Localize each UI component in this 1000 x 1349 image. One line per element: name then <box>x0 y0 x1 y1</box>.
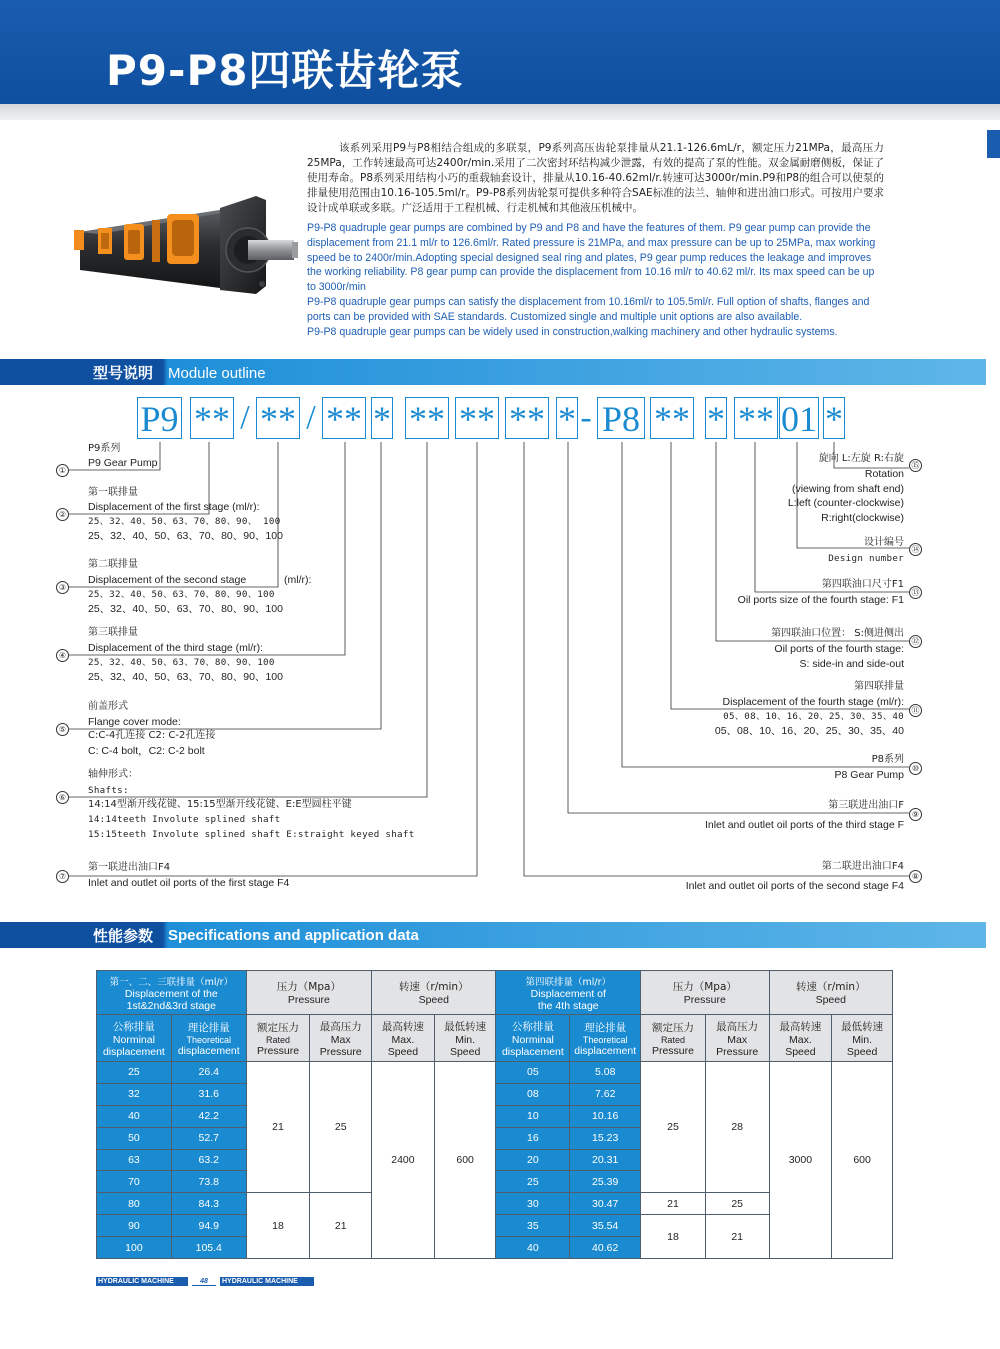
sub-mins-right-en2: Speed <box>846 1045 878 1058</box>
intro-chinese: 该系列采用P9与P8相结合组成的多联泵，P9系列高压齿轮泵排量从21.1-126.6mL/r，额定压力21MPa，最高压力25MPa，工作转速最高可达2400r/min.采用了二次密封环结构减少泄露，有效的提高了泵的性能。双金属耐磨侧板，保证了使用寿命。P8系列采用结构小巧的重载轴套设计，排量从10.16-40.62ml/r.转速可达3000r/min.P9和P8的组合可以使泵的排量使用范围由10.16-105.5ml/r。P9-P8系列齿轮泵可提供多种符合SAE标准的法兰、轴伸和进出油口形式。可按用户要求设计成单联或多联。广泛适用于工程机械、行走机械和其他液压机械中。 <box>307 142 884 214</box>
theoretical-right-cell: 7.62 <box>570 1083 641 1105</box>
rated-right-b: 21 <box>641 1193 706 1215</box>
label-5-values-a: C:C-4孔连接 C2: C-2孔连接 <box>88 730 216 741</box>
sub-mins-left-en2: Speed <box>449 1045 481 1058</box>
header-disp-123-cn: 第一、二、三联排量（ml/r） <box>109 976 234 988</box>
theoretical-right-cell: 40.62 <box>570 1237 641 1259</box>
page-title: P9-P8四联齿轮泵 <box>106 46 464 95</box>
code-stage4: ** <box>650 397 694 439</box>
sub-mins-right <box>832 1015 893 1062</box>
sub-theoretical-right-cn: 理论排量 <box>584 1021 627 1034</box>
page-edge-tab <box>987 130 1000 158</box>
specs-table <box>96 970 893 1259</box>
nominal-left-cell: 100 <box>97 1237 172 1259</box>
sub-theoretical-right-en1: Theoretical <box>582 1034 628 1045</box>
label-15-en-1: Rotation <box>864 468 904 480</box>
max-right-b: 25 <box>705 1193 769 1215</box>
sub-maxp-right <box>705 1015 769 1062</box>
nominal-right-cell: 10 <box>496 1105 570 1127</box>
intro-english-p2: P9-P8 quadruple gear pumps can satisfy the displacement from 10.16ml/r to 105.5ml/r. Full option of shafts, flanges and ports can be provided with SAE standards. Customized single and multiple unit options are also available. <box>307 295 870 323</box>
callout-5: ⑤ <box>56 723 69 736</box>
intro-english-p3: P9-P8 quadruple gear pumps can be widely used in construction,walking machinery and other hydraulic systems. <box>307 325 838 338</box>
code-port1: ** <box>455 397 499 439</box>
header-disp-4-cn: 第四联排量（ml/r） <box>525 976 612 988</box>
specs-title-en: Specifications and application data <box>168 927 419 944</box>
header-pressure-left-en: Pressure <box>287 994 330 1006</box>
rated-left-a: 21 <box>246 1062 310 1193</box>
theoretical-left-cell: 105.4 <box>171 1237 246 1259</box>
label-6-values-b: 14:14teeth Involute splined shaft <box>88 814 281 825</box>
sub-rated-left-en1: Rated <box>266 1034 291 1045</box>
theoretical-left-cell: 42.2 <box>171 1105 246 1127</box>
label-2-values-b: 25、32、40、50、63、70、80、90、100 <box>88 530 283 542</box>
max-left-b: 21 <box>310 1193 372 1259</box>
label-7-cn: 第一联进出油口F4 <box>88 862 171 873</box>
sub-rated-right-en1: Rated <box>660 1034 685 1045</box>
header-disp-4-en1: Displacement of <box>530 987 606 1000</box>
label-13-cn: 第四联油口尺寸F1 <box>821 579 904 590</box>
sub-theoretical-left <box>171 1015 246 1062</box>
maxspeed-left: 2400 <box>372 1062 435 1259</box>
callout-8: ⑧ <box>909 870 922 883</box>
theoretical-left-cell: 26.4 <box>171 1062 246 1084</box>
sub-rated-right-en2: Pressure <box>651 1044 694 1057</box>
rated-right-a: 25 <box>641 1062 706 1193</box>
label-14-cn: 设计编号 <box>864 537 904 548</box>
sub-mins-left-en1: Min. <box>455 1033 476 1046</box>
callout-3: ③ <box>56 581 69 594</box>
header-disp-4 <box>496 971 641 1015</box>
code-port4-size: ** <box>734 397 778 439</box>
nominal-left-cell: 90 <box>97 1215 172 1237</box>
header-disp-123-en1: Displacement of the <box>124 987 218 1000</box>
theoretical-right-cell: 20.31 <box>570 1149 641 1171</box>
footer-left-label: HYDRAULIC MACHINE <box>96 1277 188 1286</box>
sub-maxp-right-en1: Max <box>727 1033 748 1046</box>
code-stage1: ** <box>190 397 234 439</box>
label-3-values-a: 25、32、40、50、63、70、80、90、100 <box>88 589 275 600</box>
header-speed-left <box>372 971 496 1015</box>
theoretical-right-cell: 25.39 <box>570 1171 641 1193</box>
max-left-a: 25 <box>310 1062 372 1193</box>
label-11-cn: 第四联排量 <box>854 681 904 692</box>
theoretical-right-cell: 10.16 <box>570 1105 641 1127</box>
code-slash-1: / <box>240 399 250 436</box>
label-5-cn: 前盖形式 <box>88 701 128 712</box>
sub-maxs-left <box>372 1015 435 1062</box>
label-4-en: Displacement of the third stage (ml/r): <box>88 642 264 654</box>
sub-maxp-right-en2: Pressure <box>716 1045 759 1058</box>
label-3-en: Displacement of the second stage <box>88 574 247 586</box>
table-row <box>97 1062 893 1084</box>
theoretical-right-cell: 5.08 <box>570 1062 641 1084</box>
label-10-cn: P8系列 <box>871 754 904 765</box>
label-2-cn: 第一联排量 <box>88 487 138 498</box>
intro-english <box>307 221 884 339</box>
sub-maxs-right-en2: Speed <box>785 1045 816 1058</box>
code-flange: * <box>373 399 391 439</box>
label-14-en: Design number <box>828 553 904 564</box>
module-outline-title-cn: 型号说明 <box>93 364 154 382</box>
sub-theoretical-right <box>570 1015 641 1062</box>
label-7-en: Inlet and outlet oil ports of the first stage F4 <box>88 877 290 889</box>
sub-rated-right-cn: 额定压力 <box>651 1021 694 1034</box>
label-3-en-unit: (ml/r): <box>284 574 312 586</box>
gear-pump-image <box>70 190 300 300</box>
sub-nominal-right <box>496 1015 570 1062</box>
label-15-en-2: (viewing from shaft end) <box>791 483 904 495</box>
sub-theoretical-left-en1: Theoretical <box>186 1034 232 1045</box>
theoretical-right-cell: 30.47 <box>570 1193 641 1215</box>
sub-nominal-left <box>97 1015 172 1062</box>
code-p8: P8 <box>597 397 645 439</box>
callout-6: ⑥ <box>56 791 69 804</box>
code-p9: P9 <box>137 397 182 439</box>
nominal-right-cell: 08 <box>496 1083 570 1105</box>
nominal-left-cell: 40 <box>97 1105 172 1127</box>
code-stage2: ** <box>256 397 300 439</box>
code-port2: ** <box>505 397 549 439</box>
header-disp-123-en2: 1st&2nd&3rd stage <box>126 999 216 1012</box>
label-4-values-a: 25、32、40、50、63、70、80、90、100 <box>88 657 275 668</box>
label-8-cn: 第二联进出油口F4 <box>821 861 904 872</box>
sub-mins-right-en1: Min. <box>852 1033 873 1046</box>
sub-maxs-left-cn: 最高转速 <box>381 1020 424 1033</box>
nominal-right-cell: 20 <box>496 1149 570 1171</box>
sub-nominal-right-cn: 公称排量 <box>511 1020 554 1033</box>
nominal-left-cell: 50 <box>97 1127 172 1149</box>
label-11-values-b: 05、08、10、16、20、25、30、35、40 <box>714 725 904 737</box>
label-15-en-4: R:right(clockwise) <box>821 512 904 524</box>
label-2-values-a: 25、32、40、50、63、70、80、90、 100 <box>88 516 281 527</box>
theoretical-left-cell: 63.2 <box>171 1149 246 1171</box>
header-pressure-right <box>641 971 769 1015</box>
theoretical-left-cell: 84.3 <box>171 1193 246 1215</box>
maxspeed-right: 3000 <box>769 1062 832 1259</box>
sub-maxs-left-en2: Speed <box>387 1045 419 1058</box>
callout-15: ⑮ <box>909 459 922 472</box>
nominal-left-cell: 80 <box>97 1193 172 1215</box>
minspeed-left: 600 <box>434 1062 496 1259</box>
sub-theoretical-left-en2: displacement <box>177 1044 240 1057</box>
theoretical-right-cell: 35.54 <box>570 1215 641 1237</box>
sub-maxs-right <box>769 1015 832 1062</box>
sub-rated-left-cn: 额定压力 <box>257 1021 300 1034</box>
label-12-cn: 第四联油口位置： S:侧进侧出 <box>771 628 904 639</box>
label-12-en-2: S: side-in and side-out <box>799 658 904 670</box>
header-speed-left-cn: 转速（r/min） <box>398 981 469 993</box>
header-speed-left-en: Speed <box>418 994 449 1006</box>
callout-10: ⑩ <box>909 762 922 775</box>
sub-mins-left <box>434 1015 496 1062</box>
sub-nominal-right-en1: Norminal <box>511 1033 554 1046</box>
header-speed-right <box>769 971 892 1015</box>
label-11-en: Displacement of the fourth stage (ml/r): <box>722 696 904 708</box>
code-port4-position: * <box>707 399 725 439</box>
label-3-cn: 第二联排量 <box>88 559 138 570</box>
callout-14: ⑭ <box>909 543 922 556</box>
sub-maxs-right-cn: 最高转速 <box>779 1020 822 1033</box>
callout-1: ① <box>56 464 69 477</box>
callout-2: ② <box>56 508 69 521</box>
callout-4: ④ <box>56 649 69 662</box>
header-speed-right-en: Speed <box>815 994 846 1006</box>
label-12-en-1: Oil ports of the fourth stage: <box>774 643 904 655</box>
label-1-en: P9 Gear Pump <box>88 457 158 469</box>
label-6-en: Shafts: <box>88 785 129 796</box>
rated-right-c: 18 <box>641 1215 706 1259</box>
theoretical-left-cell: 52.7 <box>171 1127 246 1149</box>
header-disp-4-en2: the 4th stage <box>537 999 599 1012</box>
header-divider <box>0 104 1000 120</box>
header-pressure-left-cn: 压力（Mpa） <box>276 981 341 993</box>
header-pressure-right-en: Pressure <box>683 994 726 1006</box>
theoretical-left-cell: 94.9 <box>171 1215 246 1237</box>
code-design-number: 01 <box>781 399 817 439</box>
sub-nominal-left-cn: 公称排量 <box>112 1020 155 1033</box>
label-6-cn: 轴伸形式： <box>88 769 138 780</box>
nominal-left-cell: 32 <box>97 1083 172 1105</box>
nominal-right-cell: 25 <box>496 1171 570 1193</box>
nominal-right-cell: 40 <box>496 1237 570 1259</box>
header-pressure-right-cn: 压力（Mpa） <box>672 981 737 993</box>
label-3-values-b: 25、32、40、50、63、70、80、90、100 <box>88 603 283 615</box>
sub-nominal-left-en2: displacement <box>102 1045 165 1058</box>
code-slash-2: / <box>306 399 316 436</box>
nominal-right-cell: 30 <box>496 1193 570 1215</box>
header-speed-right-cn: 转速（r/min） <box>795 981 866 993</box>
minspeed-right: 600 <box>832 1062 893 1259</box>
subheader-row <box>97 1015 893 1062</box>
label-4-cn: 第三联排量 <box>88 627 138 638</box>
sub-theoretical-left-cn: 理论排量 <box>187 1021 230 1034</box>
sub-rated-left-en2: Pressure <box>257 1044 300 1057</box>
sub-maxp-left-cn: 最高压力 <box>319 1020 362 1033</box>
label-2-en: Displacement of the first stage (ml/r): <box>88 501 260 513</box>
header-pressure-left <box>246 971 371 1015</box>
sub-mins-left-cn: 最低转速 <box>444 1020 487 1033</box>
label-9-en: Inlet and outlet oil ports of the third stage F <box>704 819 904 831</box>
nominal-left-cell: 63 <box>97 1149 172 1171</box>
theoretical-right-cell: 15.23 <box>570 1127 641 1149</box>
module-outline-title-en: Module outline <box>168 365 266 382</box>
label-13-en: Oil ports size of the fourth stage: F1 <box>737 594 904 606</box>
label-9-cn: 第三联进出油口F <box>828 800 904 811</box>
sub-nominal-right-en2: displacement <box>501 1045 564 1058</box>
sub-maxp-left <box>310 1015 372 1062</box>
theoretical-left-cell: 73.8 <box>171 1171 246 1193</box>
label-5-values-b: C: C-4 bolt，C2: C-2 bolt <box>88 745 205 757</box>
label-15-en-3: L:left (counter-clockwise) <box>787 497 904 509</box>
code-stage3: ** <box>322 397 366 439</box>
label-1-cn: P9系列 <box>88 443 121 454</box>
theoretical-left-cell: 31.6 <box>171 1083 246 1105</box>
label-8-en: Inlet and outlet oil ports of the second stage F4 <box>685 880 904 892</box>
intro-english-p1: P9-P8 quadruple gear pumps are combined by P9 and P8 and have the features of them. P9 gear pump can provide the displacement from 21.1 ml/r to 126.6ml/r. Rated pressure is 21MPa, and max pressure can be up to 25MPa, max working speed be to 2400r/min.Adopting special designed seal ring and plates, P9 gear pump reduces the leakage and improves the working reliability. P8 gear pump can provide the displacement from 10.16 ml/r to 40.62 ml/r. Its max speed can be up to 3000r/min <box>307 222 876 294</box>
nominal-right-cell: 35 <box>496 1215 570 1237</box>
nominal-right-cell: 16 <box>496 1127 570 1149</box>
sub-maxs-left-en1: Max. <box>391 1033 415 1046</box>
sub-maxp-left-en1: Max <box>330 1033 351 1046</box>
max-right-c: 21 <box>705 1215 769 1259</box>
nominal-left-cell: 25 <box>97 1062 172 1084</box>
sub-theoretical-right-en2: displacement <box>574 1044 637 1057</box>
header-disp-123 <box>97 971 247 1015</box>
sub-maxp-left-en2: Pressure <box>319 1045 362 1058</box>
label-10-en: P8 Gear Pump <box>834 769 904 781</box>
model-code <box>0 397 1000 441</box>
max-right-a: 28 <box>705 1062 769 1193</box>
rated-left-b: 18 <box>246 1193 310 1259</box>
code-dash: - <box>580 399 592 436</box>
code-port3: * <box>558 399 576 439</box>
callout-13: ⑬ <box>909 586 922 599</box>
callout-7: ⑦ <box>56 870 69 883</box>
label-6-values-a: 14:14型渐开线花键、15:15型渐开线花键、E:E型圆柱平键 <box>88 799 352 810</box>
nominal-left-cell: 70 <box>97 1171 172 1193</box>
callout-9: ⑨ <box>909 808 922 821</box>
code-rotation: * <box>825 399 843 439</box>
label-15-cn: 旋向 L:左旋 R:右旋 <box>818 453 904 464</box>
nominal-right-cell: 05 <box>496 1062 570 1084</box>
sub-mins-right-cn: 最低转速 <box>841 1020 884 1033</box>
label-4-values-b: 25、32、40、50、63、70、80、90、100 <box>88 671 283 683</box>
label-11-values-a: 05、08、10、16、20、25、30、35、40 <box>723 711 904 722</box>
footer-right-label: HYDRAULIC MACHINE <box>220 1277 314 1286</box>
specs-title-cn: 性能参数 <box>93 927 154 945</box>
sub-rated-left <box>246 1015 310 1062</box>
sub-maxs-right-en1: Max. <box>789 1033 812 1046</box>
label-6-values-c: 15:15teeth Involute splined shaft E:straight keyed shaft <box>88 829 415 840</box>
code-shaft: ** <box>405 397 449 439</box>
sub-nominal-left-en1: Norminal <box>112 1033 155 1046</box>
sub-rated-right <box>641 1015 706 1062</box>
callout-11: ⑪ <box>909 704 922 717</box>
label-5-en: Flange cover mode: <box>88 716 181 728</box>
sub-maxp-right-cn: 最高压力 <box>716 1020 759 1033</box>
page-number: 48 <box>192 1277 216 1286</box>
callout-12: ⑫ <box>909 635 922 648</box>
